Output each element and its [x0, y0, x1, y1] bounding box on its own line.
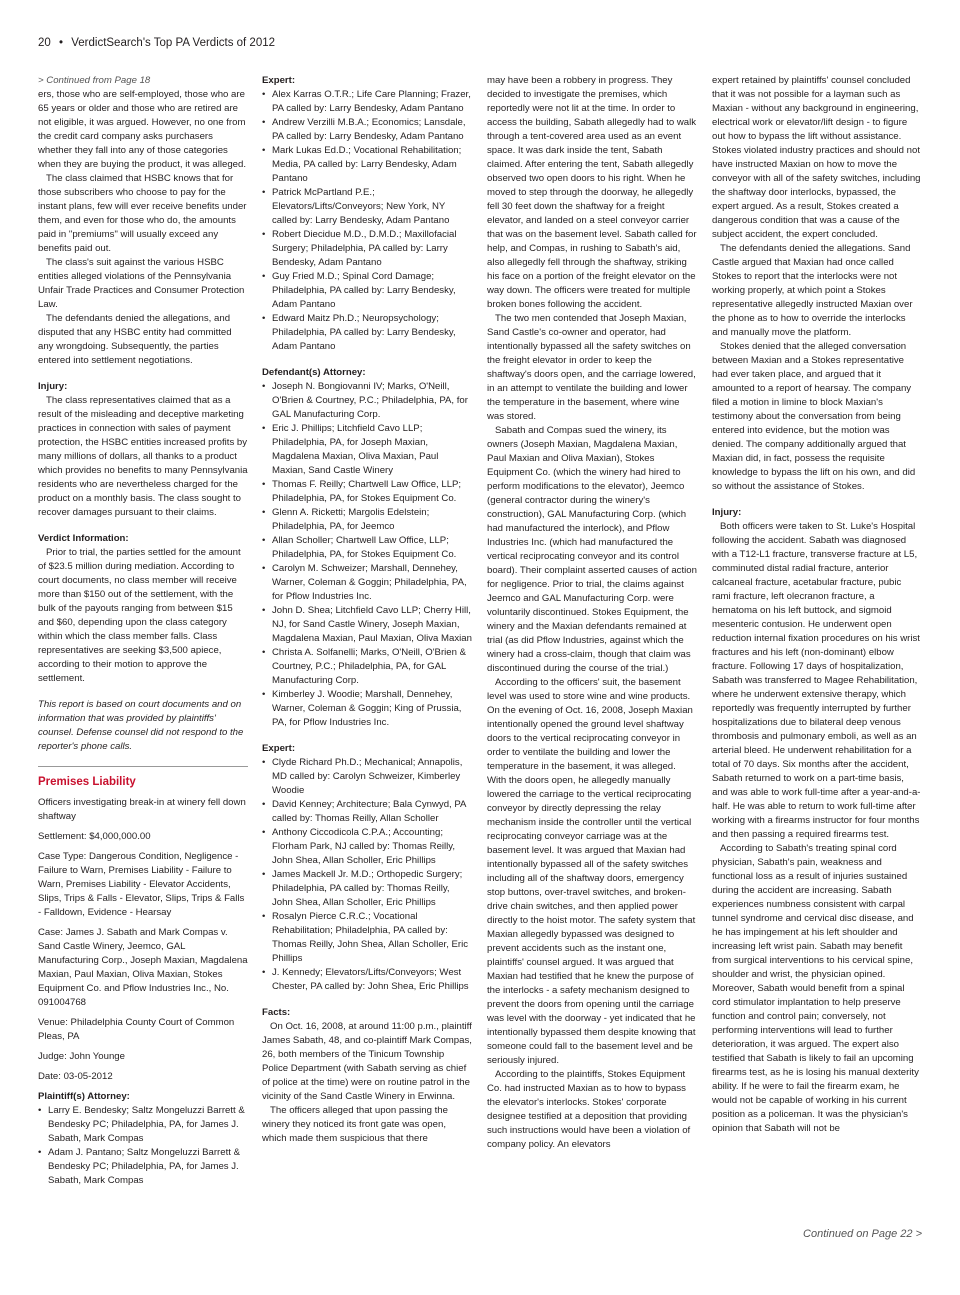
list-item: • Alex Karras O.T.R.; Life Care Planning; Frazer, PA called by: Larry Bendesky, Adam Pantano — [262, 88, 472, 116]
list-item: • Adam J. Pantano; Saltz Mongeluzzi Barrett & Bendesky PC; Philadelphia, PA, for James J. Sabath, Mark Compas — [38, 1146, 248, 1188]
body-paragraph: The defendants denied the allegations. Sand Castle argued that Maxian had once called Stokes to report that the interlocks were not working properly, at which point a Stokes representative allegedly instructed Maxian over the phone as to how to override the interlocks and manually move the platform. — [712, 243, 913, 338]
column-4 — [712, 74, 922, 1136]
list-item: • Eric J. Phillips; Litchfield Cavo LLP; Philadelphia, PA, for Joseph Maxian, Magdalena Maxian, Oliva Maxian, Paul Maxian, Sand Castle Winery — [262, 422, 472, 478]
list-item: • Thomas F. Reilly; Chartwell Law Office, LLP; Philadelphia, PA, for Stokes Equipment Co. — [262, 478, 472, 506]
body-paragraph: The class's suit against the various HSBC entities alleged violations of the Pennsylvania Unfair Trade Practices and Consumer Protection Law. — [38, 257, 245, 310]
judge: Judge: John Younge — [38, 1051, 125, 1062]
section-title: Premises Liability — [38, 776, 136, 788]
body-paragraph: The two men contended that Joseph Maxian, Sand Castle's co-owner and operator, had intentionally bypassed all the safety switches on the freight elevator in order to keep the shaftway's doors open, and the carriage lowered, in an attempt to ventilate the building and lower the temperature in the basement, where wine was stored. — [487, 313, 696, 422]
verdict-heading: Verdict Information: — [38, 533, 129, 544]
list-item: • David Kenney; Architecture; Bala Cynwyd, PA called by: Thomas Reilly, Allan Scholler — [262, 798, 472, 826]
list-item: • Mark Lukas Ed.D.; Vocational Rehabilitation; Media, PA called by: Larry Bendesky, Adam Pantano — [262, 144, 472, 186]
body-paragraph: may have been a robbery in progress. They decided to investigate the premises, which reportedly were not lit at the time. In order to access the building, Sabath allegedly had to walk through a tent-covered area used as an event space. It was dark inside the tent, Sabath claimed. After entering the tent, Sabath allegedly observed two open doors to his right. When he moved to step through the doorway, he allegedly fell 30 feet down the shaftway for a freight elevator, and landed on a steel conveyor carrier that was on the basement level. Sabath called for help, and Compas, in rushing to Sabath's aid, also allegedly fell through the shaftway, striking his face on a portion of the freight elevator on the way down. The officers were treated for multiple broken bones following the accident. — [487, 75, 697, 310]
expert-heading: Expert: — [262, 75, 296, 86]
body-paragraph: The officers alleged that upon passing the winery they noticed its front gate was open, which made them suspicious that there — [262, 1105, 448, 1144]
body-paragraph: Sabath and Compas sued the winery, its owners (Joseph Maxian, Magdalena Maxian, Paul Maxian and Oliva Maxian), Stokes Equipment Co. (which the winery had hired to perform modifications to the elevator), Jeemco (general contractor during the winery's construction), GAL Manufacturing Corp. (which had manufactured the interlock), and Pflow Industries Inc. (which had manufactured the vertical reciprocating conveyor and its control board). Their complaint asserted causes of action for negligence. Prior to trial, the claims against Jeemco and GAL Manufacturing Corp. were voluntarily discontinued. Stokes Equipment, the winery and the Maxian defendants remained at trial (as did Pflow Industries, against which the winery had a cross-claim, though that claim was discontinued during the course of the trial.) — [487, 425, 697, 674]
settlement: Settlement: $4,000,000.00 — [38, 831, 151, 842]
body-paragraph: ers, those who are self-employed, those who are 65 years or older and those who are retired are not eligible, it was argued. However, no one from the credit card company asks purchasers whether they fall into any of those categories when they are buying the product, it was alleged. — [38, 89, 246, 170]
body-paragraph: According to Sabath's treating spinal cord physician, Sabath's pain, weakness and functional loss as a result of injuries sustained during the accident are increasing. Sabath experiences numbness consistent with carpal tunnel syndrome and cervical disc disease, and he has impingement at his left shoulder and increasing left wrist pain. Sabath may benefit from surgical interventions to his cervical spine, shoulder and wrist, the physician opined. Moreover, Sabath would benefit from a spinal cord stimulator implantation to help preserve function and control pain; conversely, not performing interventions will lead to further deterioration, it was argued. The expert also testified that Sabath is likely to fail an upcoming firearms test, as he is losing his manual dexterity ability. If he were to fail the firearm exam, he would not be capable of working in his current position as a policeman. It was the physician's opinion that Sabath will not be — [712, 843, 919, 1134]
date: Date: 03-05-2012 — [38, 1071, 113, 1082]
defendant-expert-list — [262, 756, 472, 994]
list-item: • Guy Fried M.D.; Spinal Cord Damage; Philadelphia, PA called by: Larry Bendesky, Adam Pantano — [262, 270, 472, 312]
list-item: • James Mackell Jr. M.D.; Orthopedic Surgery; Philadelphia, PA called by: Thomas Reilly, John Shea, Allan Scholler, Eric Phillips — [262, 868, 472, 910]
page-number: 20 — [38, 37, 51, 49]
body-paragraph: According to the officers' suit, the basement level was used to store wine and wine products. On the evening of Oct. 16, 2008, Joseph Maxian intentionally opened the ground level shaftway doors to the vertical reciprocating conveyor in order to ventilate the building and lower the temperature in the basement, it was alleged. With the doors open, he allegedly manually lowered the carriage to the vertical reciprocating conveyor by directly depressing the relay mechanism inside the controller until the vertical reciprocating conveyor carriage was at the basement level. It was argued that Maxian had intentionally bypassed all of the safety switches including all of the shaftway doors, emergency stop buttons, over-travel switches, and broken-drive chain switches, and then applied power directly to the hoist motor. The safety system that Maxian allegedly bypassed was designed to prevent accidents such as the instant one, plaintiffs' counsel argued. It was argued that Maxian had testified that he knew the purpose of the interlocks - a safety mechanism designed to prevent the doors from opening until the carriage was level with the doorway - yet indicated that he intentionally bypassed them despite knowing that someone could fall to the basement level and be seriously injured. — [487, 677, 696, 1066]
list-item: • Robert Diecidue M.D., D.M.D.; Maxillofacial Surgery; Philadelphia, PA called by: Larry Bendesky, Adam Pantano — [262, 228, 472, 270]
plaintiff-expert-list — [262, 88, 472, 354]
list-item: • Kimberley J. Woodie; Marshall, Dennehey, Warner, Coleman & Goggin; King of Prussia, PA, for Pflow Industries Inc. — [262, 688, 472, 730]
header-bullet: • — [59, 37, 64, 49]
column-1 — [38, 74, 248, 1188]
list-item: • Joseph N. Bongiovanni IV; Marks, O'Neill, O'Brien & Courtney, P.C.; Philadelphia, PA, for GAL Manufacturing Corp. — [262, 380, 472, 422]
facts-heading: Facts: — [262, 1007, 291, 1018]
section-divider — [38, 766, 248, 767]
list-item: • Patrick McPartland P.E.; Elevators/Lifts/Conveyors; New York, NY called by: Larry Bendesky, Adam Pantano — [262, 186, 472, 228]
body-paragraph: Stokes denied that the alleged conversation between Maxian and a Stokes representative had ever taken place, and argued that it amounted to a report of hearsay. The company filed a motion in limine to block Maxian's testimony about the conversation from being entered into evidence, but the motion was denied. The company additionally argued that Maxian did, in fact, possess the requisite knowledge to bypass the lift on his own, and did so without the assistance of Stokes. — [712, 341, 916, 492]
report-note: This report is based on court documents and on information that was provided by plaintiffs' counsel. Defense counsel did not respond to the reporter's phone calls. — [38, 699, 244, 752]
injury-heading: Injury: — [38, 381, 68, 392]
body-paragraph: On Oct. 16, 2008, at around 11:00 p.m., plaintiff James Sabath, 48, and co-plaintiff Mark Compas, 26, both members of the Tinicum Township Police Department (with Sabath serving as chief of police at the time) were on routine patrol in the vicinity of the Sand Castle Winery in Erwinna. — [262, 1021, 472, 1102]
column-2 — [262, 74, 472, 1146]
body-paragraph: According to the plaintiffs, Stokes Equipment Co. had instructed Maxian as to how to bypass the elevator's interlocks. Stokes' corporate designee testified at a deposition that providing such instructions would have been a violation of company policy. An elevators — [487, 1069, 691, 1150]
page-header — [38, 37, 275, 49]
column-3 — [487, 74, 697, 1152]
body-paragraph: Prior to trial, the parties settled for the amount of $23.5 million during mediation. According to court documents, no class member will receive more than $150 out of the settlement, with the bulk of the payouts ranging from between $15 and $60, depending upon the class category within which the class member falls. Class representatives are seeking $3,500 apiece, according to their motion to approve the settlement. — [38, 547, 241, 684]
list-item: • Rosalyn Pierce C.R.C.; Vocational Rehabilitation; Philadelphia, PA called by: Thomas Reilly, John Shea, Allan Scholler, Eric Phillips — [262, 910, 472, 966]
list-item: • Clyde Richard Ph.D.; Mechanical; Annapolis, MD called by: Carolyn Schweizer, Kimberley Woodie — [262, 756, 472, 798]
plaintiff-attorney-list — [38, 1104, 248, 1188]
defendant-attorney-heading: Defendant(s) Attorney: — [262, 367, 366, 378]
defendant-attorney-list — [262, 380, 472, 730]
list-item: • Larry E. Bendesky; Saltz Mongeluzzi Barrett & Bendesky PC; Philadelphia, PA, for James J. Sabath, Mark Compas — [38, 1104, 248, 1146]
body-paragraph: The class representatives claimed that as a result of the misleading and deceptive marketing practices in connection with sales of payment protection, the HSBC entities increased profits by many millions of dollars, all thanks to a product which provides no benefits to many Pennsylvania residents who are nevertheless charged for the product on a monthly basis. The class sought to recover damages pursuant to their claims. — [38, 395, 248, 518]
body-paragraph: expert retained by plaintiffs' counsel concluded that it was not possible for a layman such as Maxian - without any background in engineering, electrical work or elevator/lift design - to figure out how to bypass the lift without assistance. Stokes violated industry practices and should not have instructed Maxian on how to move the conveyor with all of the safety switches, including the shaftway door interlocks, bypassed, the expert argued. As a result, Stokes created a dangerous condition that was a cause of the subject accident, the expert concluded. — [712, 75, 921, 240]
body-paragraph: The defendants denied the allegations, and disputed that any HSBC entity had committed any wrongdoing. Subsequently, the parties entered into settlement negotiations. — [38, 313, 232, 366]
list-item: • Anthony Ciccodicola C.P.A.; Accounting; Florham Park, NJ called by: Thomas Reilly, John Shea, Allan Scholler, Eric Phillips — [262, 826, 472, 868]
venue: Venue: Philadelphia County Court of Common Pleas, PA — [38, 1017, 235, 1042]
body-paragraph: The class claimed that HSBC knows that for those subscribers who choose to pay for the instant plans, few will ever receive benefits under them, and even for those who do, the amounts paid in "premiums" will usually exceed any benefits paid out. — [38, 173, 247, 254]
continued-on-link[interactable]: Continued on Page 22 > — [803, 1228, 922, 1240]
list-item: • Carolyn M. Schweizer; Marshall, Dennehey, Warner, Coleman & Goggin; Philadelphia, PA, for Pflow Industries Inc. — [262, 562, 472, 604]
case-name: Case: James J. Sabath and Mark Compas v. Sand Castle Winery, Jeemco, GAL Manufacturing Corp., Joseph Maxian, Magdalena Maxian, Paul Maxian, Oliva Maxian, Stokes Equipment Co. and Pflow Industries Inc., No. 091004768 — [38, 927, 248, 1008]
list-item: • Glenn A. Ricketti; Margolis Edelstein; Philadelphia, PA, for Jeemco — [262, 506, 472, 534]
case-type: Case Type: Dangerous Condition, Negligence - Failure to Warn, Premises Liability - Failure to Warn, Premises Liability - Elevator Accidents, Slips, Trips & Falls - Elevator, Slips, Trips & Falls - Falldown, Evidence - Hearsay — [38, 851, 245, 918]
expert-heading: Expert: — [262, 743, 296, 754]
publication-title: VerdictSearch's Top PA Verdicts of 2012 — [71, 37, 276, 49]
list-item: • Christa A. Solfanelli; Marks, O'Neill, O'Brien & Courtney, P.C.; Philadelphia, PA, for GAL Manufacturing Corp. — [262, 646, 472, 688]
list-item: • John D. Shea; Litchfield Cavo LLP; Cherry Hill, NJ, for Sand Castle Winery, Joseph Maxian, Magdalena Maxian, Paul Maxian, Oliva Maxian — [262, 604, 472, 646]
list-item: • Allan Scholler; Chartwell Law Office, LLP; Philadelphia, PA, for Stokes Equipment Co. — [262, 534, 472, 562]
body-paragraph: Both officers were taken to St. Luke's Hospital following the accident. Sabath was diagnosed with a T12-L1 fracture, transverse fracture at L5, comminuted distal radial fracture, anterior calcaneal fracture, acetabular fracture, pubic rami fracture, left olecranon fracture, a hematoma on his left buttock, and sigmoid mesenteric contusion. He underwent open reduction internal fixation procedures on his wrist fractures and his left (non-dominant) elbow fracture. Following 17 days of hospitalization, Sabath was transferred to Magee Rehabilitation, where he underwent extensive therapy, which reportedly was frequently interrupted by further hospitalizations due to bilateral deep venous thrombosis and pulmonary emboli, as well as an arterial bleed. He underwent rehabilitation for a total of 70 days. Six months after the accident, Sabath returned to work on a part-time basis, and was able to work full-time after a year-and-a-half. He was able to return to work full-time after working with a firearms instructor for four months and then passing a required firearms test. — [712, 521, 921, 840]
case-subhead: Officers investigating break-in at winery fell down shaftway — [38, 797, 246, 822]
list-item: • Edward Maitz Ph.D.; Neuropsychology; Philadelphia, PA called by: Larry Bendesky, Adam Pantano — [262, 312, 472, 354]
continued-from-link[interactable]: > Continued from Page 18 — [38, 75, 151, 86]
list-item: • Andrew Verzilli M.B.A.; Economics; Lansdale, PA called by: Larry Bendesky, Adam Pantano — [262, 116, 472, 144]
injury-heading: Injury: — [712, 507, 742, 518]
list-item: • J. Kennedy; Elevators/Lifts/Conveyors; West Chester, PA called by: John Shea, Eric Phillips — [262, 966, 472, 994]
plaintiff-attorney-heading: Plaintiff(s) Attorney: — [38, 1091, 130, 1102]
